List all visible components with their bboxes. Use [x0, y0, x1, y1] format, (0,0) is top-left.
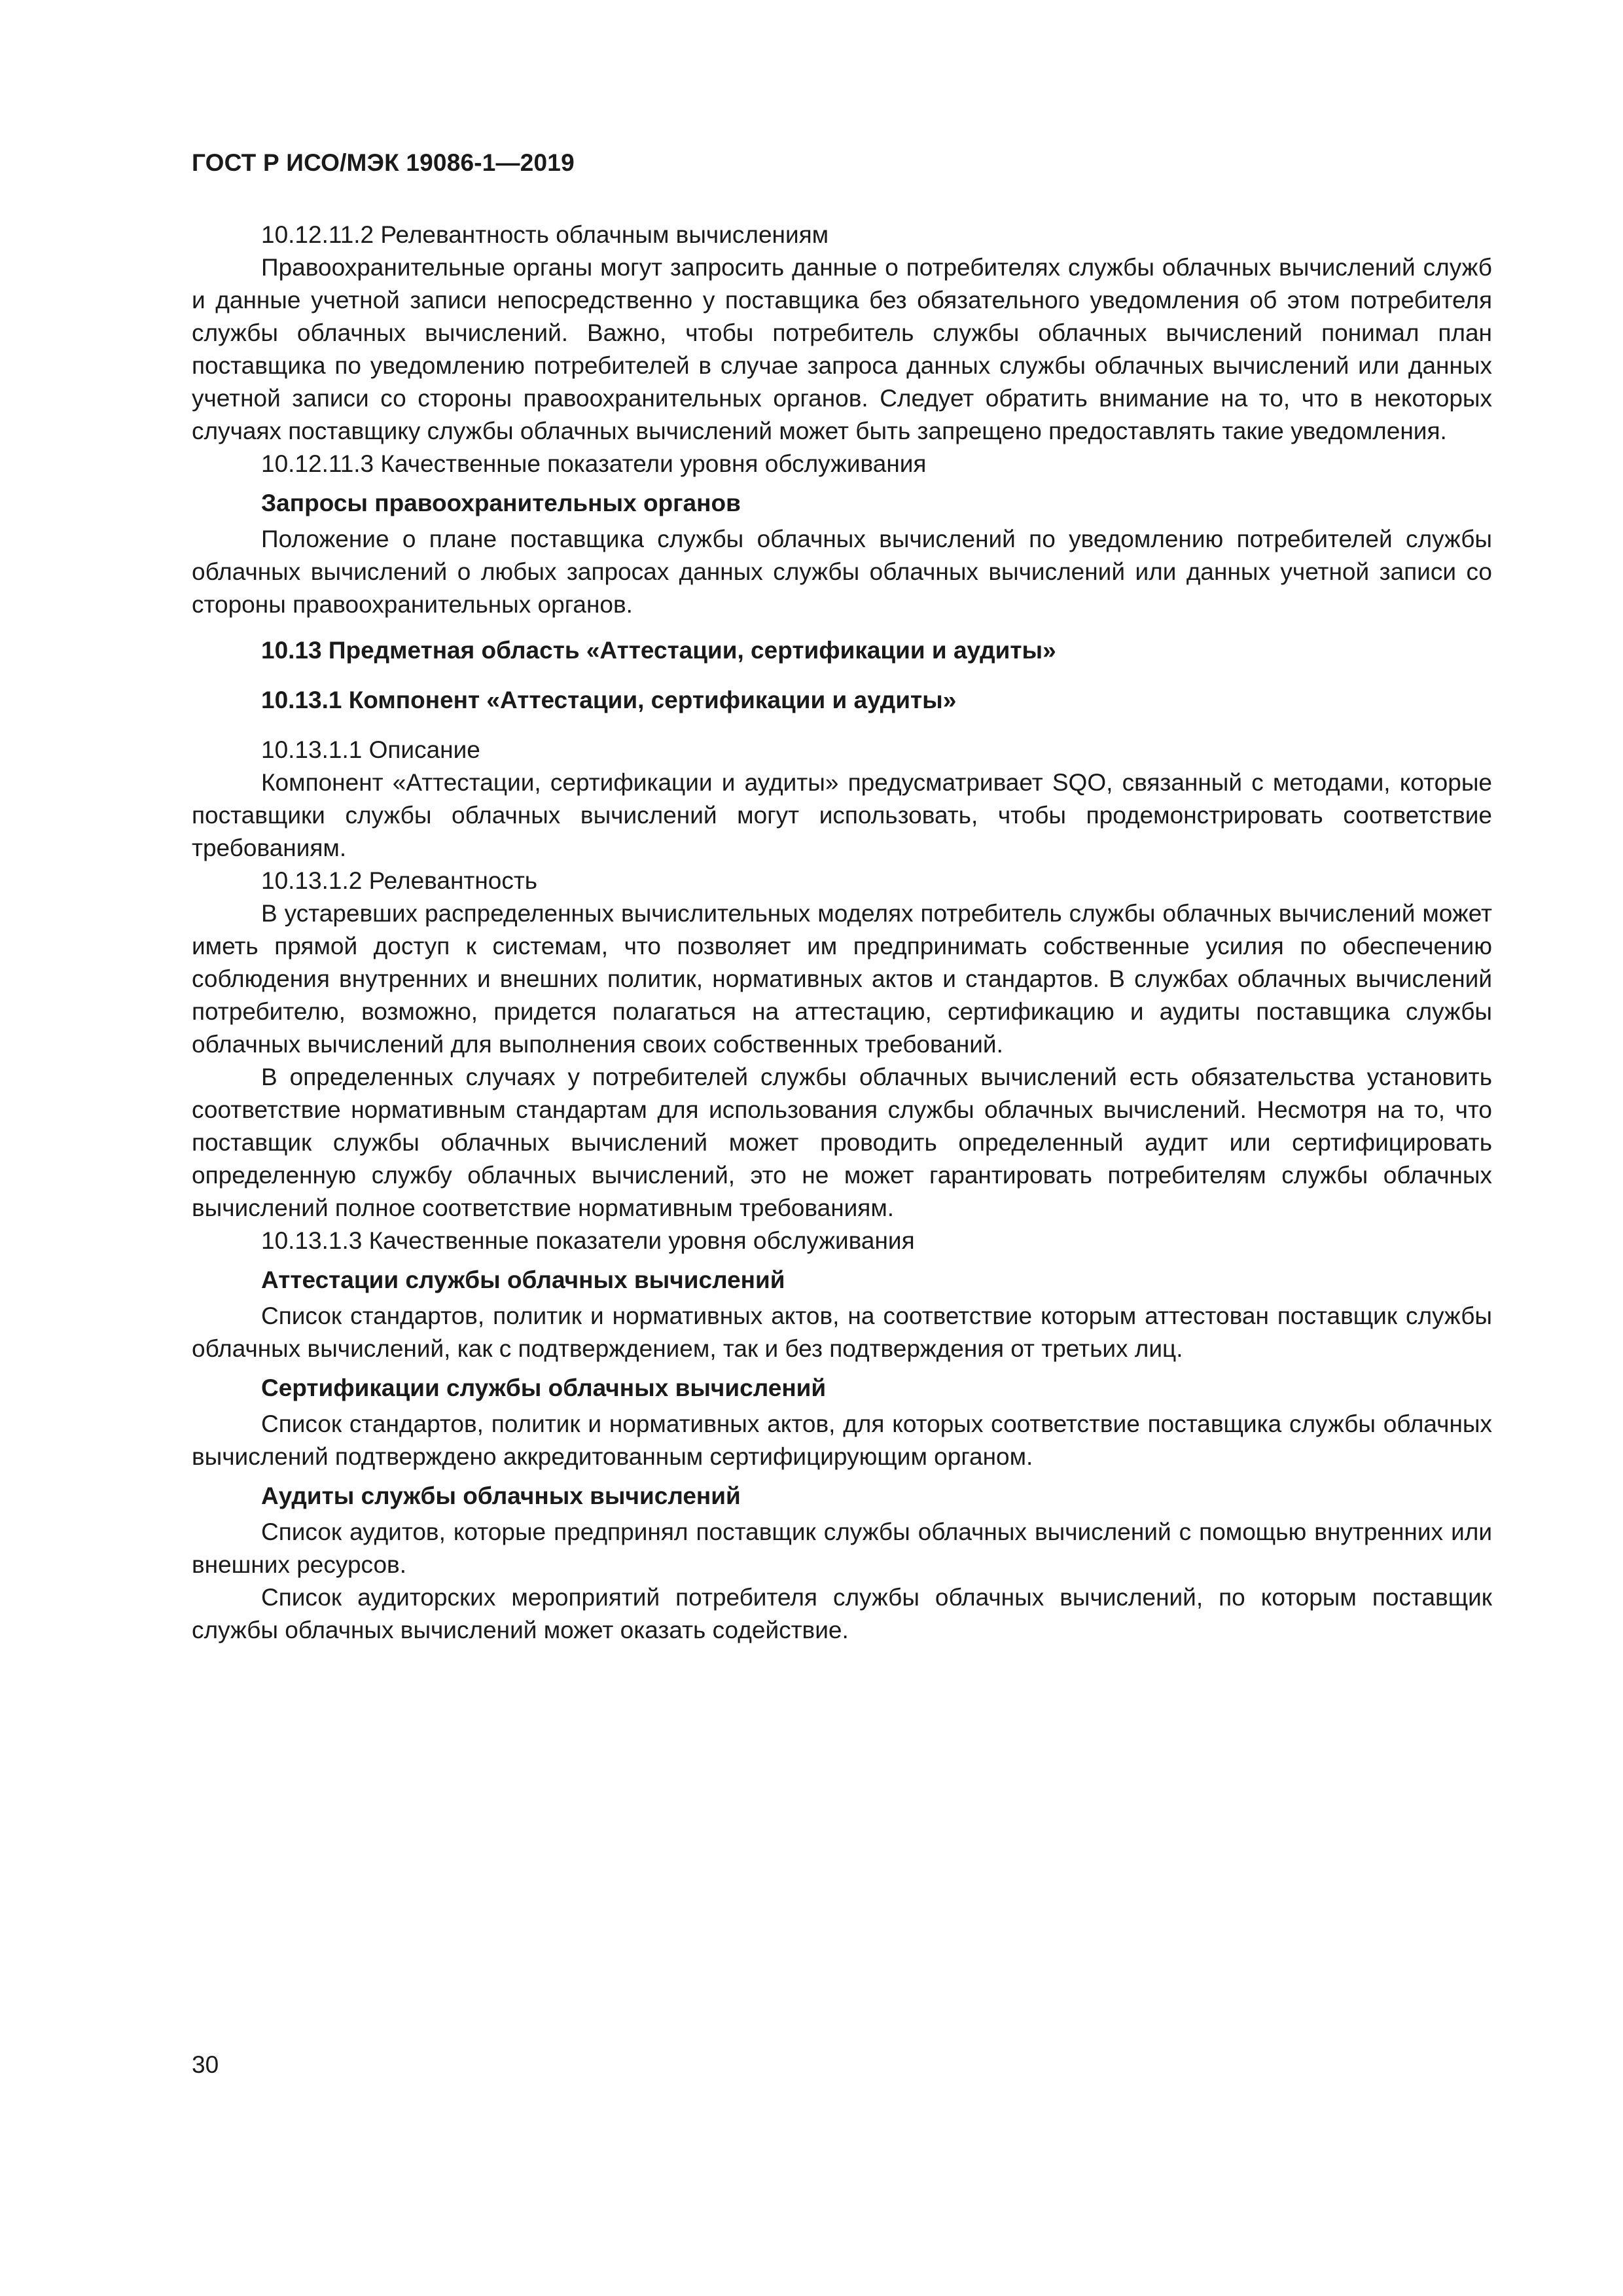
- paragraph: Правоохранительные органы могут запросить данные о потребителях службы облачных вычислений служб и данные учетной записи непосредственно у поставщика без обязательного уведомления об этом потребителя службы облачных вычислений. Важно, чтобы потребитель службы облачных вычислений понимал план поставщика по уведомлению потребителей в случае запроса данных службы облачных вычислений или данных учетной записи со стороны правоохранительных органов. Следует обратить внимание на то, что в некоторых случаях поставщику службы облачных вычислений может быть запрещено предоставлять такие уведомления.: [192, 254, 1492, 444]
- clause-10-12-11-3: 10.12.11.3 Качественные показатели уровня обслуживания: [261, 450, 927, 477]
- clause-10-13-1-3: 10.13.1.3 Качественные показатели уровня обслуживания: [261, 1227, 915, 1254]
- paragraph: В определенных случаях у потребителей службы облачных вычислений есть обязательства установить соответствие нормативным стандартам для использования службы облачных вычислений. Несмотря на то, что поставщик службы облачных вычислений может проводить определенный аудит или сертифицировать определенную службу облачных вычислений, это не может гарантировать потребителям службы облачных вычислений полное соответствие нормативным требованиям.: [192, 1064, 1492, 1221]
- page-number: 30: [192, 2051, 219, 2078]
- paragraph: Список стандартов, политик и нормативных актов, для которых соответствие поставщика службы облачных вычислений подтверждено аккредитованным сертифицирующим органом.: [192, 1410, 1492, 1470]
- document-header: ГОСТ Р ИСО/МЭК 19086-1—2019: [192, 149, 575, 176]
- section-heading-10-13: 10.13 Предметная область «Аттестации, сертификации и аудиты»: [261, 637, 1056, 664]
- paragraph: Положение о плане поставщика службы облачных вычислений по уведомлению потребителей службы облачных вычислений о любых запросах данных службы облачных вычислений или данных учетной записи со стороны правоохранительных органов.: [192, 526, 1492, 618]
- subheading-certifications: Сертификации службы облачных вычислений: [261, 1374, 827, 1401]
- paragraph: Список стандартов, политик и нормативных актов, на соответствие которым аттестован поставщик службы облачных вычислений, как с подтверждением, так и без подтверждения от третьих лиц.: [192, 1302, 1492, 1362]
- clause-10-13-1-1: 10.13.1.1 Описание: [261, 736, 480, 763]
- subheading-attestations: Аттестации службы облачных вычислений: [261, 1266, 785, 1293]
- subheading-law-enforcement-requests: Запросы правоохранительных органов: [261, 490, 741, 516]
- clause-10-12-11-2: 10.12.11.2 Релевантность облачным вычислениям: [261, 221, 829, 248]
- subheading-audits: Аудиты службы облачных вычислений: [261, 1482, 741, 1509]
- paragraph: В устаревших распределенных вычислительных моделях потребитель службы облачных вычислений может иметь прямой доступ к системам, что позволяет им предпринимать собственные усилия по обеспечению соблюдения внутренних и внешних политик, нормативных актов и стандартов. В службах облачных вычислений потребителю, возможно, придется полагаться на аттестацию, сертификацию и аудиты поставщика службы облачных вычислений для выполнения своих собственных требований.: [192, 900, 1492, 1058]
- paragraph: Список аудитов, которые предпринял поставщик службы облачных вычислений с помощью внутренних или внешних ресурсов.: [192, 1518, 1492, 1578]
- section-heading-10-13-1: 10.13.1 Компонент «Аттестации, сертификации и аудиты»: [261, 687, 957, 713]
- paragraph: Компонент «Аттестации, сертификации и аудиты» предусматривает SQO, связанный с методами, которые поставщики службы облачных вычислений могут использовать, чтобы продемонстрировать соответствие требованиям.: [192, 769, 1492, 861]
- clause-10-13-1-2: 10.13.1.2 Релевантность: [261, 867, 538, 894]
- paragraph: Список аудиторских мероприятий потребителя службы облачных вычислений, по которым поставщик службы облачных вычислений может оказать содействие.: [192, 1584, 1492, 1643]
- document-body: [192, 219, 1492, 1647]
